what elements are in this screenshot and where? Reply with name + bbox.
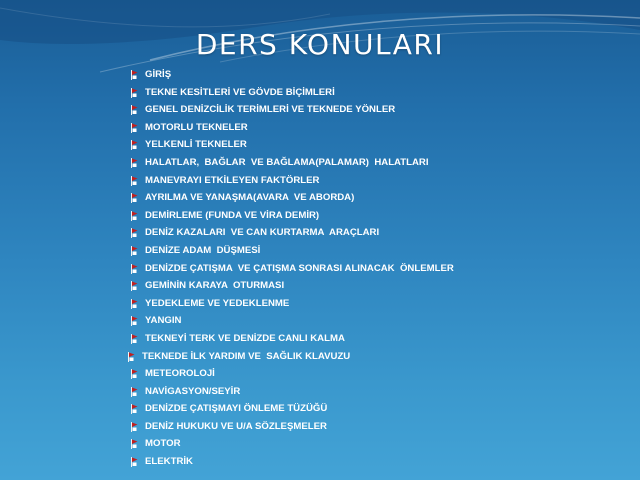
topic-label: NAVİGASYON/SEYİR — [145, 385, 241, 397]
topic-label: AYRILMA VE YANAŞMA(AVARA VE ABORDA) — [145, 192, 355, 204]
topic-item — [128, 207, 454, 225]
slide-title: DERS KONULARI — [195, 28, 445, 61]
topic-label: GİRİŞ — [145, 69, 172, 80]
flag-icon — [130, 387, 138, 397]
topic-item — [128, 435, 454, 453]
flag-icon — [130, 211, 138, 221]
topic-label: DENİZDE ÇATIŞMAYI ÖNLEME TÜZÜĞÜ — [145, 403, 328, 415]
topic-item — [128, 400, 454, 418]
topic-label: METEOROLOJİ — [145, 368, 215, 380]
topic-label: MANEVRAYI ETKİLEYEN FAKTÖRLER — [145, 174, 320, 186]
topic-label: MOTORLU TEKNELER — [145, 121, 248, 133]
topic-label: YELKENLİ TEKNELER — [145, 139, 247, 151]
flag-icon — [130, 70, 138, 80]
topic-item — [128, 154, 454, 172]
topic-item — [128, 418, 454, 436]
topic-item — [128, 277, 454, 295]
flag-icon — [127, 352, 135, 362]
topic-item — [128, 66, 454, 84]
flag-icon — [130, 457, 138, 467]
topic-label: YEDEKLEME VE YEDEKLENME — [145, 297, 290, 309]
flag-icon — [130, 439, 138, 449]
topic-item — [128, 101, 454, 119]
flag-icon — [130, 299, 138, 309]
flag-icon — [130, 193, 138, 203]
topic-item — [128, 312, 454, 330]
topic-item — [128, 295, 454, 313]
topic-item — [128, 224, 454, 242]
flag-icon — [130, 140, 138, 150]
flag-icon — [130, 176, 138, 186]
topic-list — [128, 66, 454, 471]
topic-item — [128, 260, 454, 278]
topic-item — [128, 119, 454, 137]
topic-label: YANGIN — [145, 315, 182, 327]
flag-icon — [130, 246, 138, 256]
flag-icon — [130, 123, 138, 133]
flag-icon — [130, 264, 138, 274]
flag-icon — [130, 422, 138, 432]
topic-label: TEKNE KESİTLERİ VE GÖVDE BİÇİMLERİ — [145, 86, 335, 98]
flag-icon — [130, 281, 138, 291]
topic-label: ELEKTRİK — [145, 456, 193, 468]
flag-icon — [130, 334, 138, 344]
topic-item — [128, 330, 454, 348]
topic-label: TEKNEDE İLK YARDIM VE SAĞLIK KLAVUZU — [142, 350, 351, 362]
topic-label: DENİZDE ÇATIŞMA VE ÇATIŞMA SONRASI ALINACAK ÖNLEMLER — [145, 262, 454, 274]
flag-icon — [130, 105, 138, 115]
topic-item — [128, 242, 454, 260]
topic-label: MOTOR — [145, 438, 181, 450]
topic-label: DENİZ KAZALARI VE CAN KURTARMA ARAÇLARI — [145, 227, 380, 239]
topic-label: DENİZ HUKUKU VE U/A SÖZLEŞMELER — [145, 420, 327, 432]
topic-item — [128, 189, 454, 207]
flag-icon — [130, 404, 138, 414]
flag-icon — [130, 316, 138, 326]
topic-label: GEMİNİN KARAYA OTURMASI — [145, 280, 285, 292]
topic-item — [128, 383, 454, 401]
topic-item — [128, 365, 454, 383]
topic-label: DEMİRLEME (FUNDA VE VİRA DEMİR) — [145, 209, 320, 221]
topic-item — [128, 453, 454, 471]
topic-item — [128, 348, 454, 366]
topic-item — [128, 136, 454, 154]
flag-icon — [130, 158, 138, 168]
topic-item — [128, 84, 454, 102]
topic-label: DENİZE ADAM DÜŞMESİ — [145, 244, 261, 256]
flag-icon — [130, 88, 138, 98]
topic-label: HALATLAR, BAĞLAR VE BAĞLAMA(PALAMAR) HALATLARI — [145, 156, 429, 168]
topic-item — [128, 172, 454, 190]
flag-icon — [130, 228, 138, 238]
flag-icon — [130, 369, 138, 379]
topic-label: TEKNEYİ TERK VE DENİZDE CANLI KALMA — [145, 332, 345, 344]
topic-label: GENEL DENİZCİLİK TERİMLERİ VE TEKNEDE YÖNLER — [145, 104, 396, 116]
